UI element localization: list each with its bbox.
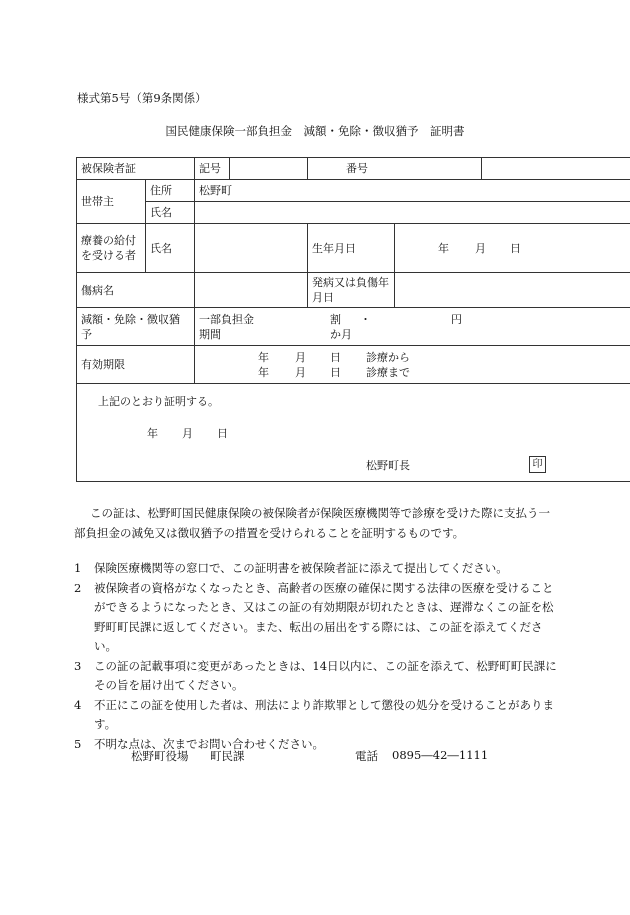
injury-value [195,273,308,308]
intro-paragraph [74,503,559,543]
seal-mark: 印 [529,456,546,473]
note-item [74,657,564,696]
onset-date-value [395,273,630,308]
note-number: 1 [74,561,82,575]
injury-label: 傷病名 [77,273,195,308]
note-text: 保険医療機関等の窓口で、この証明書を被保険者証に添えて提出してください。 [94,561,508,575]
validity-from-month: 月 [295,350,306,364]
contact-office: 松野町役場 [131,749,189,763]
address-value: 松野町 [195,180,630,202]
certificate-table [76,157,630,482]
notes-list [74,559,564,754]
validity-label: 有効期限 [77,346,195,384]
note-text: 不正にこの証を使用した者は、刑法により詐欺罪として懲役の処分を受けることがあります。 [94,697,554,731]
form-id: 様式第5号（第9条関係） [77,91,207,105]
note-number: 3 [74,658,82,673]
mayor-label: 松野町長 [366,459,410,472]
note-text: この証の記載事項に変更があったときは、14日以内に、この証を添えて、松野町町民課にその旨を届け出てください。 [94,658,557,692]
copay-label: 一部負担金 [199,312,254,326]
note-number: 5 [74,736,82,751]
head-name-value [195,202,630,224]
head-name-label: 氏名 [146,202,195,224]
note-item [74,559,564,579]
reduction-value [195,308,630,346]
insurance-card-label: 被保険者証 [77,158,195,180]
note-number: 2 [74,580,82,595]
validity-value [195,346,630,384]
document-title: 国民健康保険一部負担金 減額・免除・徴収猶予 証明書 [165,124,465,138]
symbol-label: 記号 [195,158,230,180]
validity-to-year: 年 [258,365,269,379]
recipient-label: 療養の給付を受ける者 [77,224,146,273]
birth-year: 年 [438,241,449,255]
symbol-value [230,158,308,180]
number-value [482,158,630,180]
birth-month: 月 [475,241,486,255]
recipient-name-value [195,224,308,273]
validity-from-year: 年 [258,350,269,364]
recipient-name-label: 氏名 [146,224,195,273]
note-item [74,579,564,657]
dot-separator: ・ [360,312,371,326]
birth-date-value [395,224,630,273]
note-text: 被保険者の資格がなくなったとき、高齢者の医療の確保に関する法律の医療を受けることができるようになったとき、又はこの証の有効期限が切れたときは、遅滞なくこの証を松野町町民課に返してください。また、転出の届出をする際には、この証を添えてください。 [94,580,554,653]
from-label: 診療から [366,350,410,364]
onset-date-label: 発病又は負傷年月日 [308,273,395,308]
reduction-label: 減額・免除・徴収猶予 [77,308,195,346]
validity-to-day: 日 [330,365,341,379]
note-text: 不明な点は、次までお問い合わせください。 [94,736,324,751]
note-number: 4 [74,697,82,712]
contact-phone: 0895―42―1111 [392,748,489,762]
wari-label: 割 [330,312,341,326]
number-label: 番号 [308,158,482,180]
intro-text: この証は、松野町国民健康保険の被保険者が保険医療機関等で診療を受けた際に支払う一部負担金の減免又は徴収猶予の措置を受けられることを証明するものです。 [74,506,550,540]
note-item [74,696,564,735]
certify-text: 上記のとおり証明する。 [98,395,219,408]
until-label: 診療まで [366,365,410,379]
yen-label: 円 [451,312,462,326]
cert-month: 月 [182,427,193,440]
address-label: 住所 [146,180,195,202]
cert-year: 年 [147,427,158,440]
months-label: か月 [330,327,352,341]
period-label: 期間 [199,327,221,341]
contact-department: 町民課 [210,749,245,763]
birth-date-label: 生年月日 [308,224,395,273]
validity-to-month: 月 [295,365,306,379]
cert-day: 日 [217,427,228,440]
birth-day: 日 [510,241,521,255]
contact-phone-label: 電話 [355,749,378,763]
validity-from-day: 日 [330,350,341,364]
certification-block [77,384,630,482]
household-head-label: 世帯主 [77,180,146,224]
